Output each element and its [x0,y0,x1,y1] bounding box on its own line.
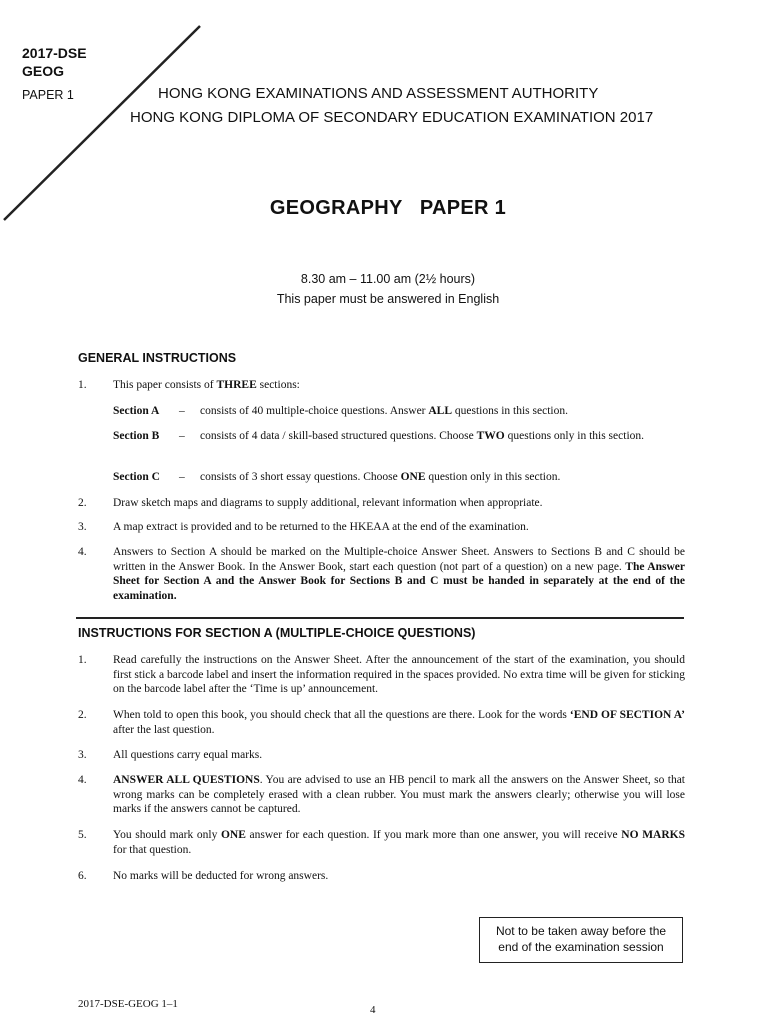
item-number: 2. [78,709,87,721]
authority-name: HONG KONG EXAMINATIONS AND ASSESSMENT AUTHORITY [158,85,599,102]
item-number: 3. [78,521,87,533]
section-dash: – [179,430,185,442]
item-text: When told to open this book, you should check that all the questions are there. Look for the words ‘END OF SECTION A’ after the last question. [113,709,685,736]
item-text: This paper consists of THREE sections: [113,379,300,391]
item-text: Read carefully the instructions on the Answer Sheet. After the announcement of the start of the examination, you should first stick a barcode label and insert the information required in the spaces provided. No extra time will be given for sticking on the barcode label after the ‘Time is up’ announcement. [113,654,685,695]
item-number: 5. [78,829,87,841]
item-number: 1. [78,379,87,391]
item-text: Answers to Section A should be marked on the Multiple-choice Answer Sheet. Answers to Sections B and C should be written in the Answer Book. In the Answer Book, start each question (not part of a question) on a new page. The Answer Sheet for Section A and the Answer Book for Sections B and C must be handed in separately at the end of the examination. [113,546,685,602]
item-number: 6. [78,870,87,882]
item-text: No marks will be deducted for wrong answers. [113,870,329,882]
paper-number: PAPER 1 [22,88,74,102]
section-dash: – [179,405,185,417]
section-dash: – [179,471,185,483]
item-number: 3. [78,749,87,761]
footer-paper-code: 2017-DSE-GEOG 1–1 [78,998,178,1010]
section-divider [76,617,684,619]
item-number: 4. [78,774,87,786]
item-number: 2. [78,497,87,509]
item-text: A map extract is provided and to be returned to the HKEAA at the end of the examination. [113,521,529,533]
notice-box [479,917,683,963]
notice-line2: end of the examination session [498,940,664,954]
section-description: consists of 3 short essay questions. Choose ONE question only in this section. [200,471,561,483]
paper-code-line2: GEOG [22,63,65,79]
section-description: consists of 40 multiple-choice questions. Answer ALL questions in this section. [200,405,568,417]
item-number: 4. [78,546,87,558]
language-note: This paper must be answered in English [276,292,500,306]
exam-name: HONG KONG DIPLOMA OF SECONDARY EDUCATION EXAMINATION 2017 [130,109,654,126]
paper-code-line1: 2017-DSE [22,45,87,61]
exam-time: 8.30 am – 11.00 am (2½ hours) [300,272,476,286]
section-label: Section B [113,430,160,442]
page-title: GEOGRAPHY PAPER 1 [269,197,507,219]
item-text: Draw sketch maps and diagrams to supply additional, relevant information when appropriate. [113,497,543,509]
item-text: ANSWER ALL QUESTIONS. You are advised to use an HB pencil to mark all the answers on the Answer Sheet, so that wrong marks can be completely erased with a clean rubber. You must mark the answers clearly; otherwise you will lose marks if the answers cannot be captured. [113,774,685,815]
notice-line1: Not to be taken away before the [495,924,667,938]
section-a-instructions-heading: INSTRUCTIONS FOR SECTION A (MULTIPLE-CHOICE QUESTIONS) [78,626,476,640]
general-instructions-heading: GENERAL INSTRUCTIONS [78,351,237,365]
section-description: consists of 4 data / skill-based structured questions. Choose TWO questions only in this section. [200,430,645,442]
item-text: All questions carry equal marks. [113,749,263,761]
item-number: 1. [78,654,87,666]
item-text: You should mark only ONE answer for each question. If you mark more than one answer, you will receive NO MARKS for that question. [113,829,685,856]
section-label: Section A [113,405,160,417]
page-number: 4 [370,1004,376,1016]
section-label: Section C [113,471,160,483]
